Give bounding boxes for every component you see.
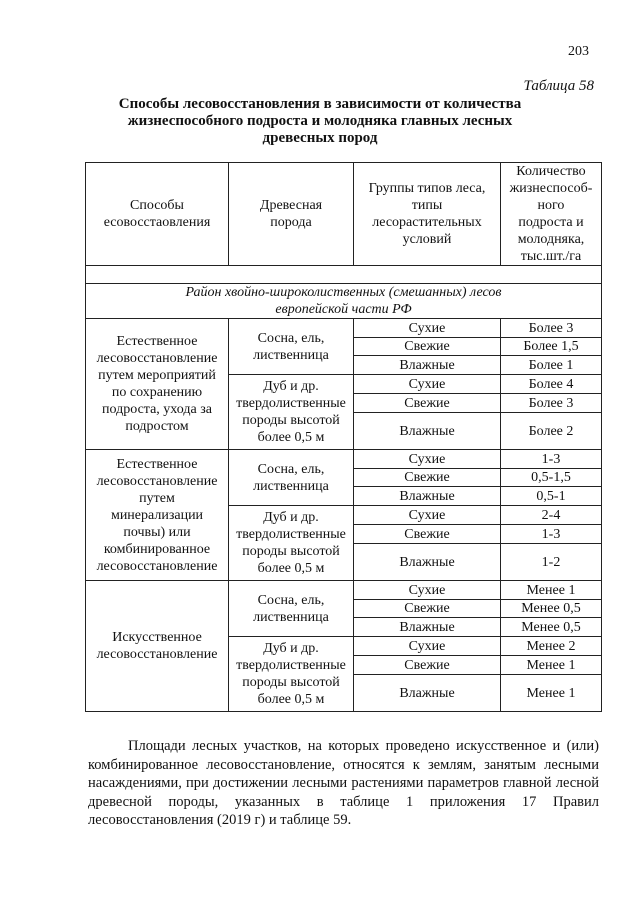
condition-cell: Сухие: [354, 450, 501, 469]
table-empty-row: [86, 266, 602, 284]
quantity-cell: Более 1,5: [501, 338, 602, 356]
condition-cell: Сухие: [354, 506, 501, 525]
empty-cell: [86, 266, 602, 284]
header-species: Древесная порода: [229, 163, 354, 266]
paragraph-text: Площади лесных участков, на которых проведено искусственное и (или) комбинированное лесовосстановление, относятся к землям, занятым лесными насаждениями, при достижении лесными растениями параметров главной лесной древесной породы, указанных в таблице 1 приложения 17 Правил лесовосстановления (2019 г) и таблице 59.: [88, 738, 599, 828]
quantity-cell: Более 3: [501, 319, 602, 338]
quantity-cell: 1-2: [501, 544, 602, 581]
quantity-cell: 0,5-1,5: [501, 469, 602, 487]
table-title-line: жизнеспособного подроста и молодняка главных лесных: [127, 113, 513, 129]
condition-cell: Свежие: [354, 338, 501, 356]
condition-cell: Свежие: [354, 394, 501, 413]
quantity-cell: 0,5-1: [501, 487, 602, 506]
condition-cell: Свежие: [354, 600, 501, 618]
quantity-cell: Более 1: [501, 356, 602, 375]
condition-cell: Сухие: [354, 319, 501, 338]
table-header-row: [86, 163, 602, 266]
condition-cell: Влажные: [354, 487, 501, 506]
table-title: [80, 96, 560, 147]
species-cell: Дуб и др. твердолиственные породы высотой более 0,5 м: [229, 375, 354, 450]
header-method: Способы есовосстаовления: [86, 163, 229, 266]
condition-cell: Влажные: [354, 413, 501, 450]
table-row: [86, 319, 602, 338]
quantity-cell: 1-3: [501, 450, 602, 469]
table-row: [86, 581, 602, 600]
body-paragraph: [88, 737, 599, 830]
table-label: Таблица 58: [523, 78, 594, 94]
region-cell: [86, 284, 602, 319]
condition-cell: Сухие: [354, 637, 501, 656]
quantity-cell: Менее 1: [501, 675, 602, 712]
condition-cell: Влажные: [354, 675, 501, 712]
quantity-cell: 2-4: [501, 506, 602, 525]
region-line: европейской части РФ: [275, 302, 412, 317]
page-number: 203: [568, 44, 589, 59]
regeneration-methods-table: [85, 162, 602, 712]
quantity-cell: 1-3: [501, 525, 602, 544]
quantity-cell: Более 4: [501, 375, 602, 394]
condition-cell: Свежие: [354, 656, 501, 675]
quantity-cell: Более 3: [501, 394, 602, 413]
header-forest-type: Группы типов леса, типы лесорастительных условий: [354, 163, 501, 266]
method-cell: Естественное лесовосстановление путем мероприятий по сохранению подроста, ухода за подростом: [86, 319, 229, 450]
condition-cell: Влажные: [354, 544, 501, 581]
method-cell: Искусственное лесовосстановление: [86, 581, 229, 712]
condition-cell: Свежие: [354, 469, 501, 487]
species-cell: Сосна, ель, лиственница: [229, 450, 354, 506]
species-cell: Сосна, ель, лиственница: [229, 319, 354, 375]
condition-cell: Влажные: [354, 356, 501, 375]
species-cell: Дуб и др. твердолиственные породы высотой более 0,5 м: [229, 637, 354, 712]
quantity-cell: Менее 1: [501, 581, 602, 600]
method-cell: Естественное лесовосстановление путем минерализации почвы) или комбинированное лесовосстановление: [86, 450, 229, 581]
condition-cell: Влажные: [354, 618, 501, 637]
quantity-cell: Менее 0,5: [501, 618, 602, 637]
header-quantity: Количество жизнеспособ- ного подроста и молодняка, тыс.шт./га: [501, 163, 602, 266]
condition-cell: Сухие: [354, 581, 501, 600]
table-title-line: Способы лесовосстановления в зависимости от количества: [118, 96, 522, 112]
quantity-cell: Менее 2: [501, 637, 602, 656]
condition-cell: Свежие: [354, 525, 501, 544]
table-region-row: [86, 284, 602, 319]
table-row: [86, 450, 602, 469]
table-title-line: древесных пород: [262, 130, 378, 146]
condition-cell: Сухие: [354, 375, 501, 394]
species-cell: Дуб и др. твердолиственные породы высотой более 0,5 м: [229, 506, 354, 581]
species-cell: Сосна, ель, лиственница: [229, 581, 354, 637]
region-line: Район хвойно-широколиственных (смешанных) лесов: [185, 285, 502, 300]
quantity-cell: Менее 0,5: [501, 600, 602, 618]
quantity-cell: Менее 1: [501, 656, 602, 675]
quantity-cell: Более 2: [501, 413, 602, 450]
table-body: [86, 163, 602, 712]
